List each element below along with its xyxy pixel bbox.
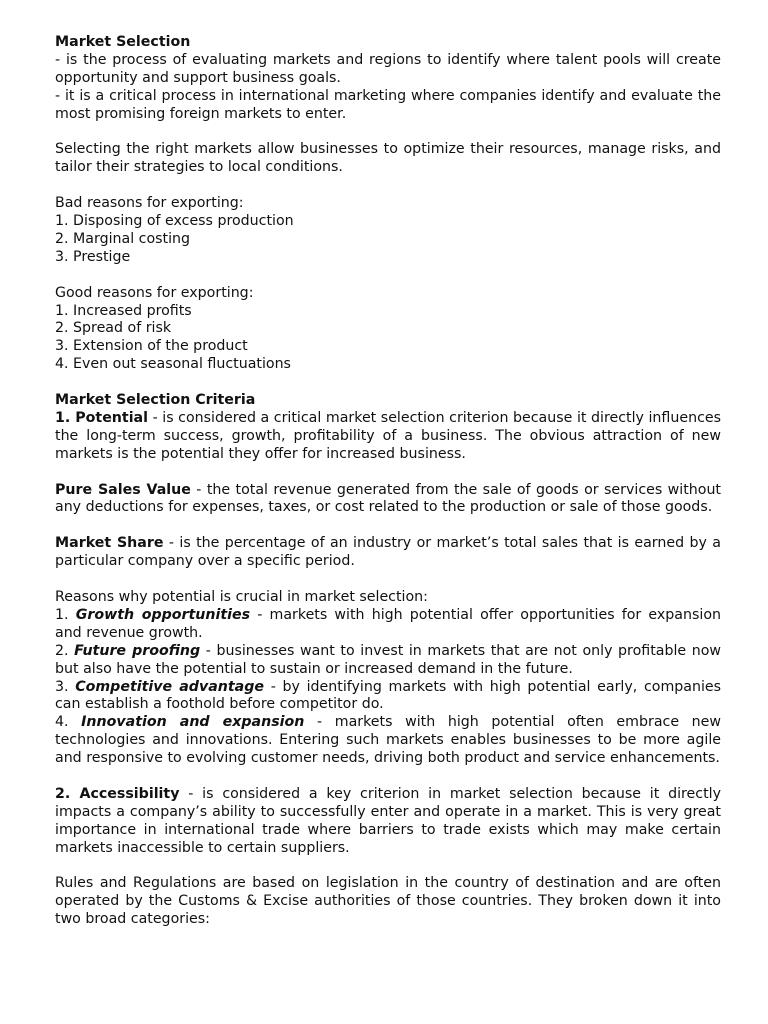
list-item: 1. Disposing of excess production [55,213,294,230]
reason-label: Future proofing [74,642,201,659]
pure-sales-label: Pure Sales Value [55,481,191,498]
list-item [55,643,721,679]
accessibility-paragraph [55,786,721,858]
list-item: 4. Even out seasonal fluctuations [55,356,291,373]
good-reasons-list [55,285,721,375]
potential-label: 1. Potential [55,409,148,426]
reason-number: 4. [55,714,82,731]
reason-number: 2. [55,642,75,659]
list-item [55,714,721,768]
accessibility-text: - is considered a key criterion in market selection because it directly impacts a company’s ability to successfully enter and operate in a market. This is very great importance in international trade where barriers to trade exists which may make certain markets inaccessible to certain suppliers. [55,785,721,856]
reason-label: Competitive advantage [75,678,265,695]
market-selection-definition-1: - is the process of evaluating markets and regions to identify where talent pools will create opportunity and support business goals. [55,51,721,86]
reason-text: - markets with high potential offer opportunities for expansion and revenue growth. [55,606,721,641]
reason-number: 1. [55,606,76,623]
reason-label: Innovation and expansion [81,714,305,731]
pure-sales-paragraph [55,482,721,518]
list-item: 3. Prestige [55,248,131,265]
reasons-list [55,589,721,768]
reason-text: - markets with high potential often embrace new technologies and innovations. Entering such markets enables businesses to be more agile and responsive to evolving customer needs, driving both product and service enhancements. [55,714,721,767]
market-share-label: Market Share [55,535,164,552]
reason-text: - by identifying markets with high potential early, companies can establish a foothold before competitor do. [55,678,722,713]
potential-paragraph [55,410,721,462]
list-item [55,679,721,715]
market-selection-section [55,34,721,124]
market-selection-title: Market Selection [55,34,191,50]
bad-reasons-list [55,195,721,267]
bad-reasons-heading: Bad reasons for exporting: [55,195,244,212]
list-item [55,607,721,643]
market-share-paragraph [55,535,721,571]
list-item: 2. Marginal costing [55,230,191,247]
criteria-title: Market Selection Criteria [55,392,256,409]
list-item: 2. Spread of risk [55,320,172,337]
accessibility-label: 2. Accessibility [55,785,180,802]
pure-sales-text: - the total revenue generated from the sale of goods or services without any deductions for expenses, taxes, or cost related to the production or sale of those goods. [55,481,721,516]
intro-paragraph: Selecting the right markets allow businesses to optimize their resources, manage risks, and tailor their strategies to local conditions. [55,141,721,176]
reasons-heading: Reasons why potential is crucial in market selection: [55,588,428,605]
document-page [55,34,721,947]
potential-text: - is considered a critical market selection criterion because it directly influences the long-term success, growth, profitability of a business. The obvious attraction of new markets is the potential they offer for increased business. [55,409,721,462]
reason-label: Growth opportunities [75,606,251,623]
criteria-section [55,392,721,464]
reason-text: - businesses want to invest in markets that are not only profitable now but also have the potential to sustain or increased demand in the future. [55,642,721,677]
reason-number: 3. [55,678,76,695]
rules-paragraph: Rules and Regulations are based on legislation in the country of destination and are often operated by the Customs & Excise authorities of those countries. They broken down it into two broad categories: [55,875,721,928]
market-share-text: - is the percentage of an industry or market’s total sales that is earned by a particular company over a specific period. [55,535,721,570]
market-selection-definition-2: - it is a critical process in international marketing where companies identify and evaluate the most promising foreign markets to enter. [55,87,721,122]
good-reasons-heading: Good reasons for exporting: [55,284,254,301]
list-item: 3. Extension of the product [55,338,248,355]
list-item: 1. Increased profits [55,302,192,319]
